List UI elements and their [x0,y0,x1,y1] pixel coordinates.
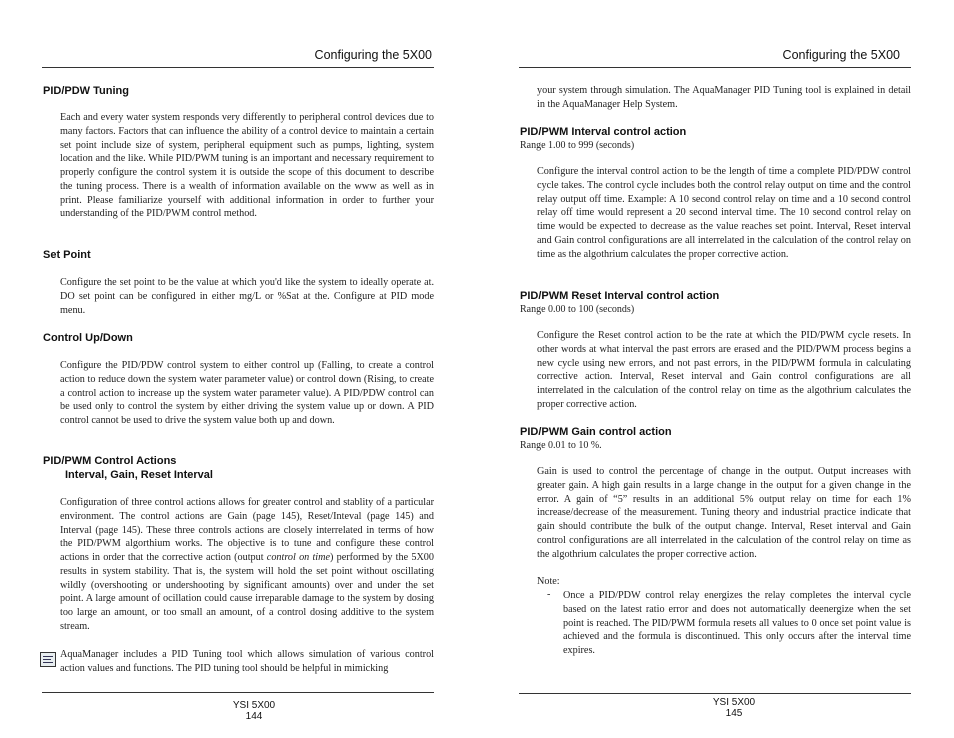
emphasis-control-on-time: control on time [266,552,331,563]
page-number: 144 [245,711,263,722]
heading-gain: PID/PWM Gain control action [520,426,672,438]
paragraph-pid-tuning: Each and every water system responds very differently to peripheral control devices due to many factors. Factors that can influence the ability of a control device to maintain a certain set point include size of system, peripheral equipment such as pumps, lighting, system location and the like. While PID/PWM tuning is an important and necessary requirement to properly configure the control system it is outside the scope of this document to describe the tuning process. There is a wealth of information available on the www as well as in print. Please familiarize yourself with additional information in order to further your understanding of the PID/PWM control method. [60,112,434,220]
paragraph-control-actions: Configuration of three control actions allows for greater control and stablity of a particular environment. The control actions are Gain (page 145), Reset/Inteval (page 145) and Interval (page 145). These three controls actions are closely interrelated in terms of how the PID/PWM algorthium works. The objective is to tune and configure these control actions in order that the corrective action (output control on time) performed by the 5X00 results in system stability. That is, the system will hold the set point without oscillating wildly (overshooting or undershooting by significant amounts) over and under the set point. A large amount of ocillation could cause irreparable damage to the system by dosing too large an amount, or too small an amount, of a control dosing additive to the system stream. [60,497,434,632]
range-interval: Range 1.00 to 999 (seconds) [520,140,635,151]
page-footer [674,697,794,719]
page-number: 145 [725,708,743,719]
footer-rule [519,693,911,694]
note-bullet: - [547,589,551,600]
range-reset: Range 0.00 to 100 (seconds) [520,304,635,315]
subheading-control-actions: Interval, Gain, Reset Interval [65,469,213,481]
range-gain: Range 0.01 to 10 %. [520,440,602,451]
header-rule [519,67,911,68]
note-icon [40,652,56,667]
paragraph-note: Once a PID/PDW control relay energizes the relay completes the interval cycle based on the latest ratio error and does not automatically deenergize when the set point is reached. The PID/PWM formula resets all values to 0 once set point value is achieved and the formula is discontinued. This only occurs after the interval time expires. [563,590,911,656]
paragraph-reset: Configure the Reset control action to be the rate at which the PID/PWM cycle resets. In other words at what interval the past errors are erased and the PID/PWM process begins a new cycle using new errors, and not past errors, in the PID/PWM formula in calculating corrective action. Interval, Reset interval and Gain control configurations are all interrelated in the calculation of the control relay on time as the algothrium calculates the proper corrective action. [537,330,911,410]
heading-reset: PID/PWM Reset Interval control action [520,290,720,302]
heading-control-updown: Control Up/Down [43,332,133,344]
paragraph-interval: Configure the interval control action to be the length of time a complete PID/PDW control cycle takes. The control cycle includes both the control relay output on time and the control relay output off time. Example: A 10 second control relay on time and a 10 second control relay off time would represent a 20 second interval time. The 10 second control relay on time would be expected to decrease as the value reaches set point. Interval, Reset interval and Gain control configurations are all interrelated in the calculation of the control relay on time as the algothrium calculates the proper corrective action. [537,166,911,260]
footer-product: YSI 5X00 [232,700,276,711]
footer-rule [42,692,434,693]
heading-interval: PID/PWM Interval control action [520,126,687,138]
running-header: Configuring the 5X00 [314,48,432,62]
paragraph-gain: Gain is used to control the percentage of change in the output. Output increases with greater gain. A high gain results in a large change in the output for a given change in the error. A gain of “5” results in an additional 5% output relay on time for each 1% increase/decrease of the measurement. Tuning theory and industrial practice indicate that gain should contribute the bulk of the output change. Interval, Reset interval and Gain control configurations are all interrelated in the calculation of the control relay on time as the algothrium calculates the proper corrective action. [537,466,911,560]
paragraph-set-point: Configure the set point to be the value at which you'd like the system to ideally operate at. DO set point can be configured in either mg/L or %Sat at the. Configure at PID mode menu. [60,277,434,316]
right-page [477,0,954,738]
note-label: Note: [537,576,560,587]
footer-product: YSI 5X00 [712,697,756,708]
heading-pid-tuning: PID/PDW Tuning [43,85,129,97]
page-footer [194,700,314,722]
header-rule [42,67,434,68]
paragraph-control-updown: Configure the PID/PDW control system to either control up (Falling, to create a control action to reduce down the system water parameter value) or control down (Rising, to create a control action to increase up the system water parameter value). A PID/PDW control can be used only to control the system by either driving the system value up or down. A PID control cannot be used to drive the system value both up and down. [60,360,434,426]
running-header: Configuring the 5X00 [782,48,900,62]
heading-control-actions: PID/PWM Control Actions [43,455,177,467]
paragraph-continuation: your system through simulation. The AquaManager PID Tuning tool is explained in detail in the AquaManager Help System. [537,85,911,110]
heading-set-point: Set Point [43,249,91,261]
paragraph-aquamanager-note: AquaManager includes a PID Tuning tool which allows simulation of various control action values and functions. The PID tuning tool should be helpful in mimicking [60,649,434,674]
